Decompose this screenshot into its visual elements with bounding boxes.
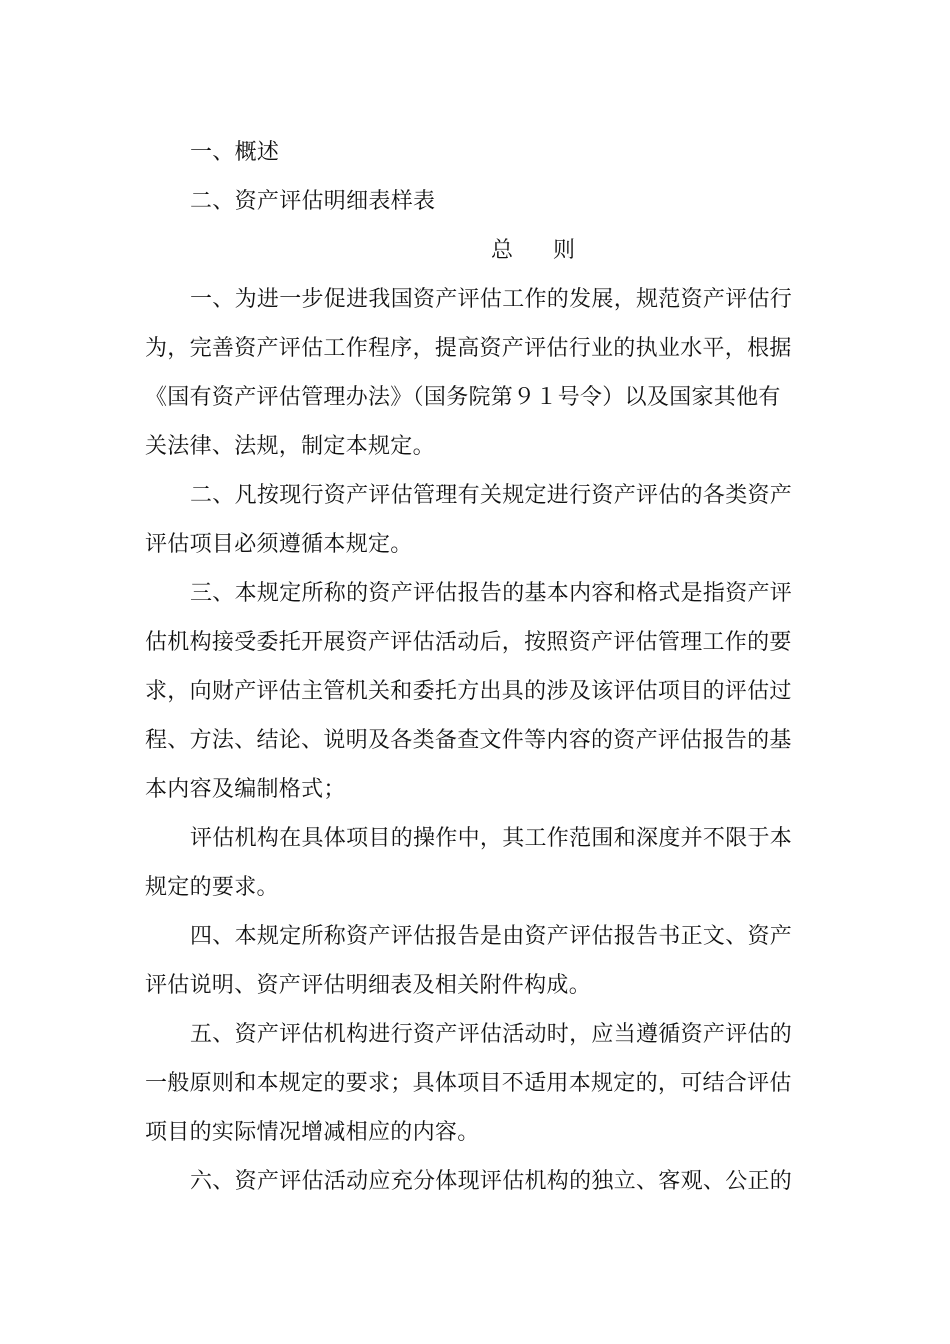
paragraph-line: 估机构接受委托开展资产评估活动后，按照资产评估管理工作的要 — [145, 630, 792, 655]
section-title — [145, 226, 795, 275]
paragraph-line: 为，完善资产评估工作程序，提高资产评估行业的执业水平，根据 — [145, 336, 792, 361]
paragraph-line: 程、方法、结论、说明及各类备查文件等内容的资产评估报告的基 — [145, 728, 792, 753]
paragraph-line: 五、资产评估机构进行资产评估活动时，应当遵循资产评估的 — [190, 1022, 793, 1047]
paragraph-line: 评估项目必须遵循本规定。 — [145, 532, 413, 557]
body-text — [145, 275, 795, 1206]
paragraph-line: 六、资产评估活动应充分体现评估机构的独立、客观、公正的 — [190, 1169, 793, 1194]
paragraph-line: 项目的实际情况增减相应的内容。 — [145, 1120, 480, 1145]
paragraph-line: 一、为进一步促进我国资产评估工作的发展，规范资产评估行 — [190, 287, 793, 312]
section-title-part2: 则 — [553, 238, 576, 263]
paragraph-line: 规定的要求。 — [145, 875, 279, 900]
section-title-part1: 总 — [491, 238, 514, 263]
paragraph-line: 一般原则和本规定的要求；具体项目不适用本规定的，可结合评估 — [145, 1071, 792, 1096]
paragraph-line: 《国有资产评估管理办法》（国务院第９１号令）以及国家其他有 — [145, 385, 781, 410]
toc-item-overview: 一、概述 — [190, 140, 280, 165]
toc-item-sample-tables: 二、资产评估明细表样表 — [190, 189, 436, 214]
paragraph-line: 评估机构在具体项目的操作中，其工作范围和深度并不限于本 — [190, 826, 793, 851]
document-body — [145, 128, 795, 1206]
paragraph-line: 三、本规定所称的资产评估报告的基本内容和格式是指资产评 — [190, 581, 793, 606]
paragraph-line: 关法律、法规，制定本规定。 — [145, 434, 435, 459]
paragraph-line: 评估说明、资产评估明细表及相关附件构成。 — [145, 973, 592, 998]
paragraph-line: 四、本规定所称资产评估报告是由资产评估报告书正文、资产 — [190, 924, 793, 949]
paragraph-line: 二、凡按现行资产评估管理有关规定进行资产评估的各类资产 — [190, 483, 793, 508]
paragraph-line: 求，向财产评估主管机关和委托方出具的涉及该评估项目的评估过 — [145, 679, 792, 704]
paragraph-line: 本内容及编制格式； — [145, 777, 346, 802]
